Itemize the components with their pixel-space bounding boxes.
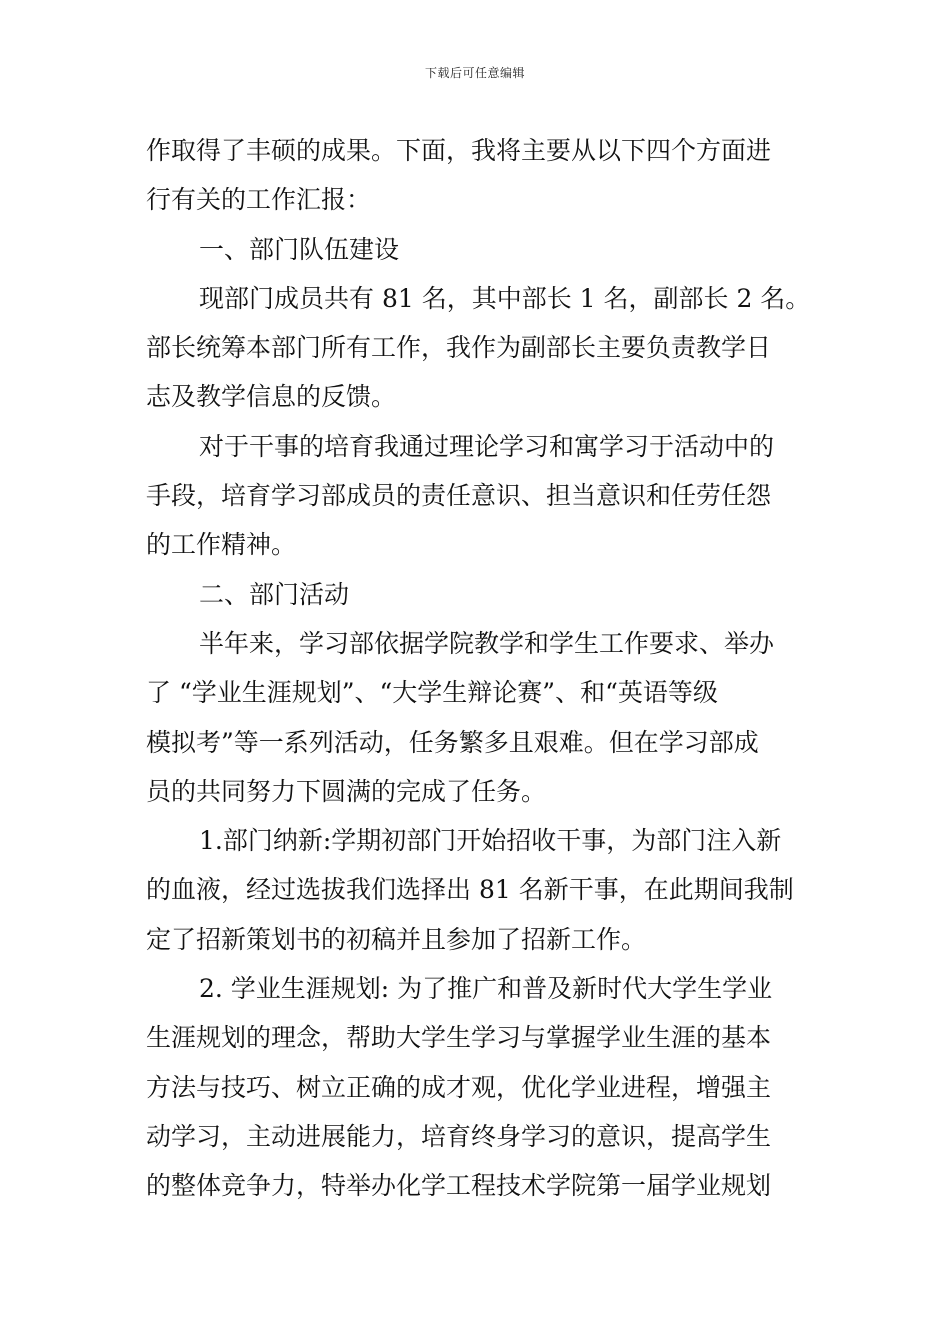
section-heading-team-building: 一、部门队伍建设 xyxy=(199,234,400,264)
list-item-recruitment: 1.部门纳新:学期初部门开始招收干事，为部门注入新 xyxy=(199,826,782,856)
page-header: 下载后可任意编辑 xyxy=(424,66,525,80)
list-item-career-planning: 2. 学业生涯规划: 为了推广和普及新时代大学生学业 xyxy=(199,974,773,1004)
text-line: 动学习，主动进展能力，培育终身学习的意识，提高学生 xyxy=(146,1121,772,1151)
text-line: 部长统筹本部门所有工作，我作为副部长主要负责教学日 xyxy=(146,333,772,363)
text-line: 半年来，学习部依据学院教学和学生工作要求、举办 xyxy=(199,628,775,658)
text-line: 员的共同努力下圆满的完成了任务。 xyxy=(146,776,547,806)
text-line: 模拟考”等一系列活动，任务繁多且艰难。但在学习部成 xyxy=(146,727,759,757)
text-line: 生涯规划的理念，帮助大学生学习与掌握学业生涯的基本 xyxy=(146,1023,772,1053)
text-line: 志及教学信息的反馈。 xyxy=(146,382,397,412)
document-body xyxy=(146,126,810,1211)
text-line: 的工作精神。 xyxy=(146,530,297,560)
text-line: 了 “学业生涯规划”、“大学生辩论赛”、和“英语等级 xyxy=(146,678,718,708)
text-line: 定了招新策划书的初稿并且参加了招新工作。 xyxy=(146,924,647,954)
text-line: 手段，培育学习部成员的责任意识、担当意识和任劳任怨 xyxy=(146,481,772,511)
text-line: 现部门成员共有 81 名，其中部长 1 名，副部长 2 名。 xyxy=(199,283,811,313)
text-line: 行有关的工作汇报： xyxy=(146,185,372,215)
text-line: 对于干事的培育我通过理论学习和寓学习于活动中的 xyxy=(199,431,775,461)
text-line: 的整体竞争力，特举办化学工程技术学院第一届学业规划 xyxy=(146,1171,772,1201)
text-line: 的血液，经过选拔我们选择出 81 名新干事，在此期间我制 xyxy=(146,875,794,905)
text-line: 作取得了丰硕的成果。下面，我将主要从以下四个方面进 xyxy=(146,136,772,165)
section-heading-activities: 二、部门活动 xyxy=(199,579,350,609)
text-line: 方法与技巧、树立正确的成才观，优化学业进程，增强主 xyxy=(146,1072,772,1102)
